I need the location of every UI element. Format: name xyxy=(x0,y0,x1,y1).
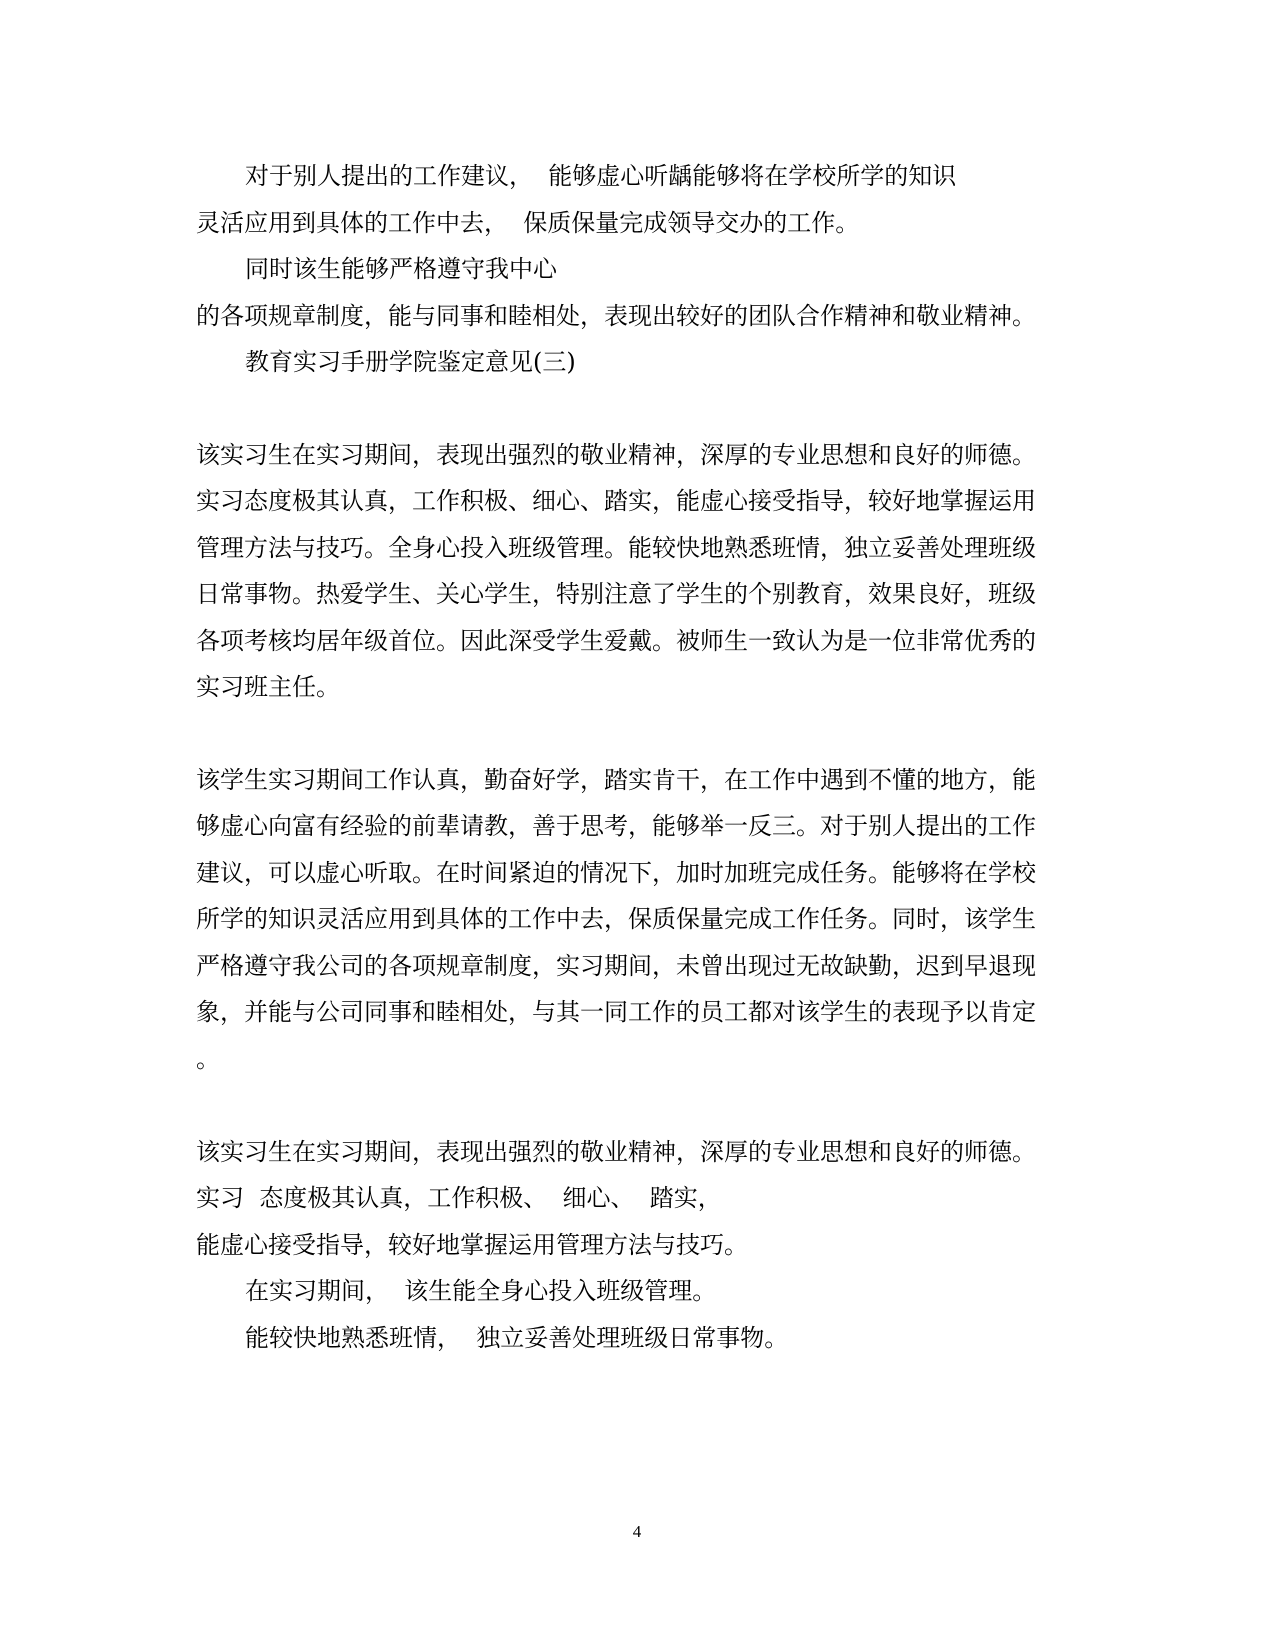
text-line: 各项考核均居年级首位。因此深受学生爱戴。被师生一致认为是一位非常优秀的 xyxy=(196,627,1036,655)
text-line: 同时该生能够严格遵守我中心 xyxy=(245,255,557,283)
text-line: 对于别人提出的工作建议， 能够虚心听龋能够将在学校所学的知识 xyxy=(245,162,957,190)
section-heading: 教育实习手册学院鉴定意见(三) xyxy=(245,348,576,376)
text-line: 管理方法与技巧。全身心投入班级管理。能较快地熟悉班情，独立妥善处理班级 xyxy=(196,534,1036,562)
text-line: 日常事物。热爱学生、关心学生，特别注意了学生的个别教育，效果良好，班级 xyxy=(196,580,1036,608)
text-line: 能较快地熟悉班情， 独立妥善处理班级日常事物。 xyxy=(245,1324,789,1352)
text-line: 严格遵守我公司的各项规章制度，实习期间，未曾出现过无故缺勤，迟到早退现 xyxy=(196,952,1036,980)
text-line: 该实习生在实习期间，表现出强烈的敬业精神，深厚的专业思想和良好的师德。 xyxy=(196,441,1036,469)
text-line: 实习班主任。 xyxy=(196,673,340,701)
text-line: 所学的知识灵活应用到具体的工作中去，保质保量完成工作任务。同时，该学生 xyxy=(196,905,1036,933)
text-line: 该实习生在实习期间，表现出强烈的敬业精神，深厚的专业思想和良好的师德。 xyxy=(196,1138,1036,1166)
text-line: 的各项规章制度，能与同事和睦相处，表现出较好的团队合作精神和敬业精神。 xyxy=(196,302,1036,330)
text-line: 够虚心向富有经验的前辈请教，善于思考，能够举一反三。对于别人提出的工作 xyxy=(196,812,1036,840)
page-number: 4 xyxy=(632,1522,642,1541)
text-line: 在实习期间， 该生能全身心投入班级管理。 xyxy=(245,1277,717,1305)
text-line: 。 xyxy=(196,1045,220,1073)
text-line: 灵活应用到具体的工作中去， 保质保量完成领导交办的工作。 xyxy=(196,209,860,237)
text-line: 能虚心接受指导，较好地掌握运用管理方法与技巧。 xyxy=(196,1231,748,1259)
text-line: 象，并能与公司同事和睦相处，与其一同工作的员工都对该学生的表现予以肯定 xyxy=(196,998,1036,1026)
text-line: 建议，可以虚心听取。在时间紧迫的情况下，加时加班完成任务。能够将在学校 xyxy=(196,859,1036,887)
text-line: 实习 态度极其认真，工作积极、 细心、 踏实， xyxy=(196,1184,722,1212)
text-line: 该学生实习期间工作认真，勤奋好学，踏实肯干，在工作中遇到不懂的地方，能 xyxy=(196,766,1036,794)
text-line: 实习态度极其认真，工作积极、细心、踏实，能虚心接受指导，较好地掌握运用 xyxy=(196,487,1036,515)
